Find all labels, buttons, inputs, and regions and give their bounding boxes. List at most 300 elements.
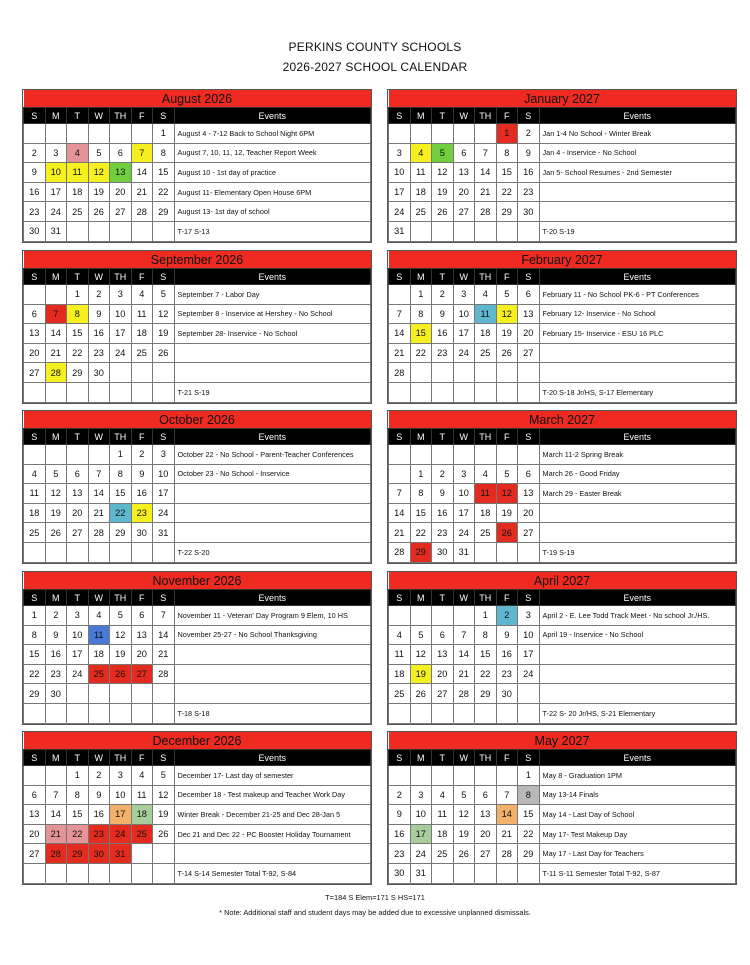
- day-cell: [432, 703, 454, 723]
- day-cell: 25: [475, 523, 497, 543]
- day-cell: 20: [518, 324, 540, 344]
- event-text: [539, 202, 736, 222]
- event-text: March 29 - Easter Break: [539, 484, 736, 504]
- day-cell: 15: [153, 163, 175, 183]
- day-cell: 11: [432, 805, 454, 825]
- day-cell: 19: [153, 805, 175, 825]
- day-cell: 8: [110, 464, 132, 484]
- day-cell: 1: [496, 124, 518, 144]
- week-row: [24, 464, 371, 484]
- day-cell: 30: [24, 221, 46, 241]
- day-cell: 24: [389, 202, 411, 222]
- event-text: T-14 S-14 Semester Total T-92, S-84: [174, 863, 371, 883]
- day-cell: 17: [518, 645, 540, 665]
- event-text: T-11 S-11 Semester Total T-92, S-87: [539, 863, 736, 883]
- day-cell: [110, 363, 132, 383]
- weekday-header: S: [24, 590, 46, 606]
- weekday-header: T: [67, 108, 89, 124]
- day-cell: 26: [432, 202, 454, 222]
- week-row: [24, 523, 371, 543]
- day-cell: 10: [389, 163, 411, 183]
- day-cell: [67, 445, 89, 465]
- day-cell: 22: [67, 824, 89, 844]
- day-cell: 16: [432, 324, 454, 344]
- day-cell: 7: [389, 304, 411, 324]
- week-row: [24, 645, 371, 665]
- event-text: October 22 - No School - Parent-Teacher Conferences: [174, 445, 371, 465]
- day-cell: 23: [88, 343, 110, 363]
- day-cell: 4: [24, 464, 46, 484]
- day-cell: [45, 124, 67, 144]
- day-cell: 17: [410, 824, 432, 844]
- day-cell: 5: [453, 785, 475, 805]
- event-text: April 19 - Inservice - No School: [539, 625, 736, 645]
- day-cell: [67, 382, 89, 402]
- week-row: [24, 343, 371, 363]
- day-cell: [110, 863, 132, 883]
- week-row: [24, 805, 371, 825]
- weekday-header: TH: [475, 269, 497, 285]
- day-cell: 18: [88, 645, 110, 665]
- day-cell: 28: [389, 542, 411, 562]
- day-cell: 8: [67, 304, 89, 324]
- day-cell: 20: [453, 182, 475, 202]
- event-text: [539, 503, 736, 523]
- event-text: [539, 363, 736, 383]
- day-cell: [88, 445, 110, 465]
- event-text: [174, 684, 371, 704]
- weekday-header: W: [453, 590, 475, 606]
- day-cell: [410, 124, 432, 144]
- day-cell: 20: [24, 343, 46, 363]
- day-cell: [475, 766, 497, 786]
- day-cell: 26: [496, 343, 518, 363]
- weekday-header: S: [24, 108, 46, 124]
- day-cell: 6: [475, 785, 497, 805]
- day-cell: 26: [153, 343, 175, 363]
- events-header: Events: [539, 590, 736, 606]
- month-calendar: [387, 410, 737, 564]
- day-cell: 10: [410, 805, 432, 825]
- day-cell: [153, 684, 175, 704]
- day-cell: 14: [131, 163, 153, 183]
- event-text: [539, 684, 736, 704]
- day-cell: 24: [153, 503, 175, 523]
- day-cell: 27: [67, 523, 89, 543]
- event-text: April 2 - E. Lee Todd Track Meet - No school Jr./HS.: [539, 606, 736, 626]
- day-cell: 25: [131, 824, 153, 844]
- day-cell: [131, 844, 153, 864]
- day-cell: 5: [496, 285, 518, 305]
- day-cell: 13: [453, 163, 475, 183]
- day-cell: 28: [45, 363, 67, 383]
- day-cell: 4: [410, 143, 432, 163]
- day-cell: 16: [496, 645, 518, 665]
- week-row: [389, 464, 736, 484]
- day-cell: 8: [410, 304, 432, 324]
- day-cell: [432, 445, 454, 465]
- day-cell: 15: [475, 645, 497, 665]
- day-cell: 3: [518, 606, 540, 626]
- day-cell: [475, 703, 497, 723]
- day-cell: 19: [453, 824, 475, 844]
- events-header: Events: [539, 108, 736, 124]
- weekday-header: T: [432, 269, 454, 285]
- day-cell: 2: [88, 766, 110, 786]
- day-cell: 3: [410, 785, 432, 805]
- day-cell: [153, 221, 175, 241]
- day-cell: [432, 606, 454, 626]
- day-cell: [389, 445, 411, 465]
- day-cell: [432, 863, 454, 883]
- week-row: [24, 304, 371, 324]
- day-cell: [453, 863, 475, 883]
- day-cell: 11: [131, 785, 153, 805]
- week-row: [389, 785, 736, 805]
- day-cell: 20: [518, 503, 540, 523]
- weekday-header: W: [88, 269, 110, 285]
- day-cell: 3: [45, 143, 67, 163]
- event-text: [174, 664, 371, 684]
- month-calendar: [22, 89, 372, 243]
- day-cell: 23: [88, 824, 110, 844]
- day-cell: [432, 382, 454, 402]
- day-cell: 27: [475, 844, 497, 864]
- day-cell: 19: [496, 503, 518, 523]
- weekday-header: TH: [475, 108, 497, 124]
- day-cell: [24, 445, 46, 465]
- day-cell: 29: [24, 684, 46, 704]
- day-cell: 7: [389, 484, 411, 504]
- day-cell: 22: [475, 664, 497, 684]
- weekday-header: TH: [110, 108, 132, 124]
- day-cell: [131, 863, 153, 883]
- month-title: March 2027: [389, 411, 736, 429]
- day-cell: 21: [389, 523, 411, 543]
- event-text: T-20 S-19: [539, 221, 736, 241]
- event-text: T-19 S-19: [539, 542, 736, 562]
- month-calendar: [387, 571, 737, 725]
- day-cell: [131, 542, 153, 562]
- month-title: August 2026: [24, 90, 371, 108]
- day-cell: 28: [131, 202, 153, 222]
- day-cell: 30: [45, 684, 67, 704]
- week-row: [24, 625, 371, 645]
- day-cell: 1: [110, 445, 132, 465]
- day-cell: [88, 863, 110, 883]
- week-row: [24, 824, 371, 844]
- day-cell: 13: [432, 645, 454, 665]
- weekday-header: S: [24, 429, 46, 445]
- day-cell: 6: [131, 606, 153, 626]
- day-cell: 28: [153, 664, 175, 684]
- day-cell: [24, 766, 46, 786]
- day-cell: 11: [24, 484, 46, 504]
- day-cell: 4: [475, 285, 497, 305]
- week-row: [389, 766, 736, 786]
- day-cell: 17: [453, 324, 475, 344]
- event-text: [174, 645, 371, 665]
- day-cell: 3: [110, 285, 132, 305]
- day-cell: 29: [410, 542, 432, 562]
- day-cell: [496, 363, 518, 383]
- day-cell: 11: [475, 484, 497, 504]
- event-text: [174, 343, 371, 363]
- day-cell: 25: [475, 343, 497, 363]
- day-cell: [410, 445, 432, 465]
- day-cell: 17: [453, 503, 475, 523]
- day-cell: 9: [432, 484, 454, 504]
- event-text: March 11-2 Spring Break: [539, 445, 736, 465]
- day-cell: [432, 766, 454, 786]
- day-cell: 4: [88, 606, 110, 626]
- day-cell: 13: [67, 484, 89, 504]
- weekday-header: F: [496, 590, 518, 606]
- day-cell: [88, 382, 110, 402]
- week-row: [24, 445, 371, 465]
- day-cell: 22: [410, 343, 432, 363]
- day-cell: 31: [389, 221, 411, 241]
- day-cell: 10: [453, 304, 475, 324]
- weekday-header: S: [153, 108, 175, 124]
- day-cell: 1: [67, 285, 89, 305]
- day-cell: [45, 382, 67, 402]
- day-cell: 27: [453, 202, 475, 222]
- day-cell: [110, 542, 132, 562]
- day-cell: 9: [496, 625, 518, 645]
- day-cell: 12: [110, 625, 132, 645]
- weekday-header: M: [410, 269, 432, 285]
- day-cell: 30: [518, 202, 540, 222]
- events-header: Events: [174, 269, 371, 285]
- day-cell: [453, 606, 475, 626]
- weekday-header: TH: [110, 590, 132, 606]
- day-cell: 15: [496, 163, 518, 183]
- week-row: [24, 363, 371, 383]
- day-cell: 6: [24, 785, 46, 805]
- day-cell: 1: [410, 285, 432, 305]
- weekday-header: T: [432, 108, 454, 124]
- week-row: [24, 202, 371, 222]
- events-header: Events: [174, 429, 371, 445]
- day-cell: 6: [432, 625, 454, 645]
- weekday-header: T: [432, 429, 454, 445]
- day-cell: 4: [131, 285, 153, 305]
- day-cell: 24: [410, 844, 432, 864]
- day-cell: 10: [67, 625, 89, 645]
- day-cell: 10: [110, 304, 132, 324]
- weekday-header: M: [45, 750, 67, 766]
- events-header: Events: [539, 750, 736, 766]
- week-row: [389, 542, 736, 562]
- week-row: [389, 363, 736, 383]
- day-cell: [496, 382, 518, 402]
- day-cell: 23: [432, 523, 454, 543]
- event-text: May 8 - Graduation 1PM: [539, 766, 736, 786]
- day-cell: [475, 221, 497, 241]
- day-cell: 21: [153, 645, 175, 665]
- day-cell: 2: [432, 464, 454, 484]
- event-text: December 17- Last day of semester: [174, 766, 371, 786]
- day-cell: 27: [518, 343, 540, 363]
- day-cell: [389, 703, 411, 723]
- day-cell: 8: [67, 785, 89, 805]
- week-row: [389, 324, 736, 344]
- day-cell: [88, 684, 110, 704]
- day-cell: 3: [453, 285, 475, 305]
- day-cell: 22: [518, 824, 540, 844]
- day-cell: 24: [67, 664, 89, 684]
- week-row: [389, 703, 736, 723]
- week-row: [24, 785, 371, 805]
- day-cell: 4: [389, 625, 411, 645]
- event-text: August 10 - 1st day of practice: [174, 163, 371, 183]
- day-cell: 4: [67, 143, 89, 163]
- week-row: [389, 844, 736, 864]
- week-row: [24, 382, 371, 402]
- day-cell: [131, 124, 153, 144]
- day-cell: 22: [496, 182, 518, 202]
- week-row: [24, 766, 371, 786]
- day-cell: [88, 124, 110, 144]
- day-cell: 21: [496, 824, 518, 844]
- day-cell: 28: [88, 523, 110, 543]
- day-cell: [496, 703, 518, 723]
- week-row: [389, 645, 736, 665]
- week-row: [389, 805, 736, 825]
- day-cell: 29: [518, 844, 540, 864]
- week-row: [24, 542, 371, 562]
- week-row: [389, 143, 736, 163]
- day-cell: [24, 382, 46, 402]
- event-text: [174, 523, 371, 543]
- week-row: [389, 445, 736, 465]
- day-cell: 12: [410, 645, 432, 665]
- day-cell: 17: [45, 182, 67, 202]
- day-cell: 22: [110, 503, 132, 523]
- month-calendar: [22, 731, 372, 885]
- day-cell: 2: [24, 143, 46, 163]
- weekday-header: W: [453, 269, 475, 285]
- weekday-header: M: [410, 590, 432, 606]
- day-cell: 5: [45, 464, 67, 484]
- month-title: April 2027: [389, 572, 736, 590]
- weekday-header: T: [67, 750, 89, 766]
- day-cell: 31: [453, 542, 475, 562]
- totals-line: T=184 S Elem=171 S HS=171: [325, 893, 425, 902]
- week-row: [389, 304, 736, 324]
- day-cell: 19: [153, 324, 175, 344]
- day-cell: 19: [410, 664, 432, 684]
- day-cell: 5: [153, 766, 175, 786]
- day-cell: [475, 382, 497, 402]
- day-cell: 1: [410, 464, 432, 484]
- event-text: November 11 - Veteran' Day Program 9 Elem, 10 HS: [174, 606, 371, 626]
- day-cell: 2: [45, 606, 67, 626]
- day-cell: 2: [88, 285, 110, 305]
- day-cell: [131, 703, 153, 723]
- weekday-header: M: [45, 108, 67, 124]
- day-cell: 5: [110, 606, 132, 626]
- event-text: T-21 S-19: [174, 382, 371, 402]
- day-cell: [410, 363, 432, 383]
- day-cell: [88, 542, 110, 562]
- week-row: [389, 124, 736, 144]
- event-text: May 14 - Last Day of School: [539, 805, 736, 825]
- week-row: [24, 285, 371, 305]
- day-cell: 14: [45, 805, 67, 825]
- day-cell: 16: [88, 805, 110, 825]
- day-cell: 9: [88, 785, 110, 805]
- day-cell: [432, 124, 454, 144]
- day-cell: 24: [453, 343, 475, 363]
- weekday-header: S: [518, 108, 540, 124]
- event-text: May 17- Test Makeup Day: [539, 824, 736, 844]
- month-title: November 2026: [24, 572, 371, 590]
- event-text: March 26 - Good Friday: [539, 464, 736, 484]
- day-cell: 23: [131, 503, 153, 523]
- events-header: Events: [539, 269, 736, 285]
- day-cell: 6: [518, 464, 540, 484]
- event-text: Jan 4 - Inservice - No School: [539, 143, 736, 163]
- day-cell: [496, 542, 518, 562]
- day-cell: [475, 445, 497, 465]
- event-text: [539, 645, 736, 665]
- week-row: [389, 863, 736, 883]
- day-cell: [45, 863, 67, 883]
- month-calendar: [22, 250, 372, 404]
- day-cell: 2: [496, 606, 518, 626]
- day-cell: 7: [153, 606, 175, 626]
- weekday-header: S: [389, 269, 411, 285]
- event-text: December 18 - Test makeup and Teacher Work Day: [174, 785, 371, 805]
- day-cell: 31: [45, 221, 67, 241]
- day-cell: 20: [110, 182, 132, 202]
- day-cell: [110, 703, 132, 723]
- day-cell: [496, 863, 518, 883]
- day-cell: 29: [475, 684, 497, 704]
- day-cell: [24, 285, 46, 305]
- day-cell: 24: [518, 664, 540, 684]
- weekday-header: TH: [475, 590, 497, 606]
- day-cell: 31: [410, 863, 432, 883]
- day-cell: 1: [518, 766, 540, 786]
- day-cell: 29: [67, 363, 89, 383]
- day-cell: 21: [88, 503, 110, 523]
- day-cell: 18: [475, 503, 497, 523]
- day-cell: 5: [88, 143, 110, 163]
- day-cell: [453, 703, 475, 723]
- event-text: August 11- Elementary Open House 6PM: [174, 182, 371, 202]
- weekday-header: M: [45, 429, 67, 445]
- day-cell: 10: [518, 625, 540, 645]
- day-cell: 16: [45, 645, 67, 665]
- day-cell: 9: [88, 304, 110, 324]
- day-cell: 27: [518, 523, 540, 543]
- day-cell: 10: [153, 464, 175, 484]
- day-cell: 22: [410, 523, 432, 543]
- day-cell: [67, 684, 89, 704]
- day-cell: [45, 285, 67, 305]
- week-row: [389, 484, 736, 504]
- day-cell: [110, 684, 132, 704]
- day-cell: 4: [131, 766, 153, 786]
- day-cell: 25: [24, 523, 46, 543]
- day-cell: 19: [496, 324, 518, 344]
- events-header: Events: [174, 750, 371, 766]
- weekday-header: S: [518, 269, 540, 285]
- calendar-title: 2026-2027 SCHOOL CALENDAR: [282, 60, 468, 74]
